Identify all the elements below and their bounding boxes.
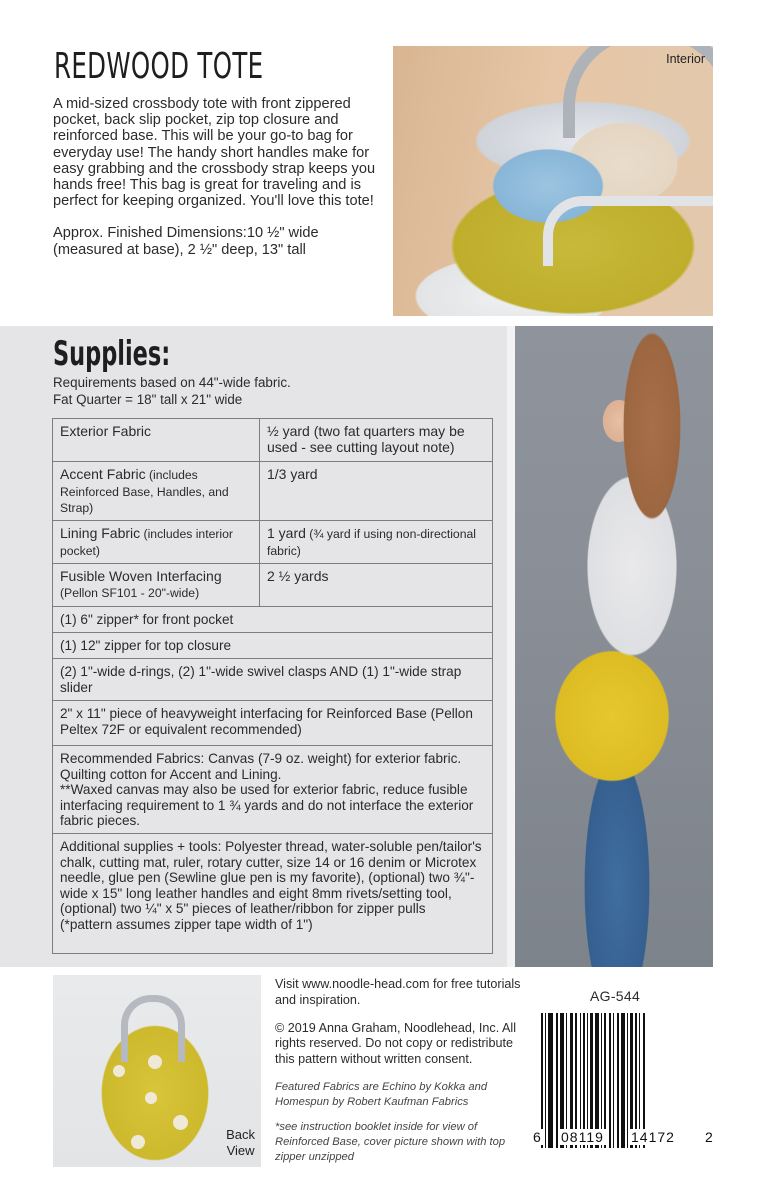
- interior-label: Interior: [666, 52, 705, 66]
- supply-amount: 1/3 yard: [260, 462, 493, 521]
- polka-dot: [113, 1065, 125, 1077]
- copyright: © 2019 Anna Graham, Noodlehead, Inc. All rights reserved. Do not copy or redistribute this pattern without written consent.: [275, 1020, 517, 1067]
- footer-text: [275, 977, 525, 1175]
- table-row: [53, 607, 493, 633]
- supply-item: Accent Fabric (includes Reinforced Base, Handles, and Strap): [53, 462, 260, 521]
- table-row: [53, 462, 493, 521]
- supply-line: (2) 1"-wide d-rings, (2) 1"-wide swivel clasps AND (1) 1"-wide strap slider: [53, 659, 493, 701]
- featured-fabrics: Featured Fabrics are Echino by Kokka and Homespun by Robert Kaufman Fabrics: [275, 1080, 488, 1108]
- supply-line: 2" x 11" piece of heavyweight interfacing for Reinforced Base (Pellon Peltex 72F or equivalent recommended): [53, 701, 493, 746]
- polka-dot: [173, 1115, 188, 1130]
- bag-handle-shape: [121, 995, 185, 1062]
- table-row: [53, 746, 493, 834]
- recommended-fabrics: Recommended Fabrics: Canvas (7-9 oz. weight) for exterior fabric. Quilting cotton for Accent and Lining. **Waxed canvas may also be used for exterior fabric, reduce fusible interfacing requirement to 1 ¾ yards and do not interface the exterior fabric pieces.: [53, 746, 493, 834]
- supply-amount: 2 ½ yards: [260, 564, 493, 607]
- instruction-note: *see instruction booklet inside for view of Reinforced Base, cover picture shown with top zipper unzipped: [275, 1120, 506, 1163]
- barcode-digits: 6 08119 14172 2: [533, 1129, 713, 1145]
- sku-code: AG-544: [590, 988, 641, 1004]
- supplies-table: [52, 418, 493, 954]
- interior-photo: [393, 46, 713, 316]
- bag-handle-shape: [543, 196, 713, 266]
- supply-amount: 1 yard (¾ yard if using non-directional fabric): [260, 521, 493, 564]
- polka-dot: [145, 1092, 157, 1104]
- table-row: [53, 419, 493, 462]
- supplies-heading: Supplies:: [53, 334, 171, 374]
- model-photo: [507, 326, 713, 967]
- supplies-subtitle: [53, 374, 291, 408]
- fat-quarter-note: Fat Quarter = 18" tall x 21" wide: [53, 392, 243, 407]
- table-row: [53, 701, 493, 746]
- pattern-title: REDWOOD TOTE: [54, 46, 264, 87]
- supply-line: (1) 12" zipper for top closure: [53, 633, 493, 659]
- supply-line: (1) 6" zipper* for front pocket: [53, 607, 493, 633]
- wall-edge: [507, 326, 515, 967]
- supply-amount: ½ yard (two fat quarters may be used - see cutting layout note): [260, 419, 493, 462]
- back-view-label: Back View: [226, 1127, 255, 1158]
- website-note: Visit www.noodle-head.com for free tutorials and inspiration.: [275, 977, 521, 1007]
- table-row: [53, 633, 493, 659]
- table-row: [53, 521, 493, 564]
- description: A mid-sized crossbody tote with front zippered pocket, back slip pocket, zip top closure and reinforced base. This will be your go-to bag for everyday use! The handy short handles make for easy grabbing and the crossbody strap keeps you hands free! This bag is great for traveling and is perfect for keeping organized. You'll love this tote!: [53, 96, 376, 210]
- table-row: [53, 659, 493, 701]
- polka-dot: [148, 1055, 162, 1069]
- polka-dot: [131, 1135, 145, 1149]
- table-row: [53, 564, 493, 607]
- supply-item: Exterior Fabric: [53, 419, 260, 462]
- table-row: [53, 834, 493, 954]
- intro-text: [53, 96, 388, 274]
- finished-dimensions: Approx. Finished Dimensions:10 ½" wide (measured at base), 2 ½" deep, 13" tall: [53, 225, 319, 258]
- supply-item: Lining Fabric (includes interior pocket): [53, 521, 260, 564]
- barcode: [533, 1013, 713, 1160]
- back-view-photo: [53, 975, 261, 1167]
- barcode-bars: [541, 1013, 701, 1148]
- fabric-width-note: Requirements based on 44"-wide fabric.: [53, 375, 291, 390]
- supply-item: Fusible Woven Interfacing (Pellon SF101 - 20"-wide): [53, 564, 260, 607]
- additional-supplies: Additional supplies + tools: Polyester thread, water-soluble pen/tailor's chalk, cutting mat, ruler, rotary cutter, size 14 or 16 denim or Microtex needle, glue pen (Sewline glue pen is my favorite), (optional) two ¾"-wide x 15" long leather handles and eight 8mm rivets/setting tool, (optional) two ¼" x 5" pieces of leather/ribbon for zipper pulls (*pattern assumes zipper tape width of 1"): [53, 834, 493, 954]
